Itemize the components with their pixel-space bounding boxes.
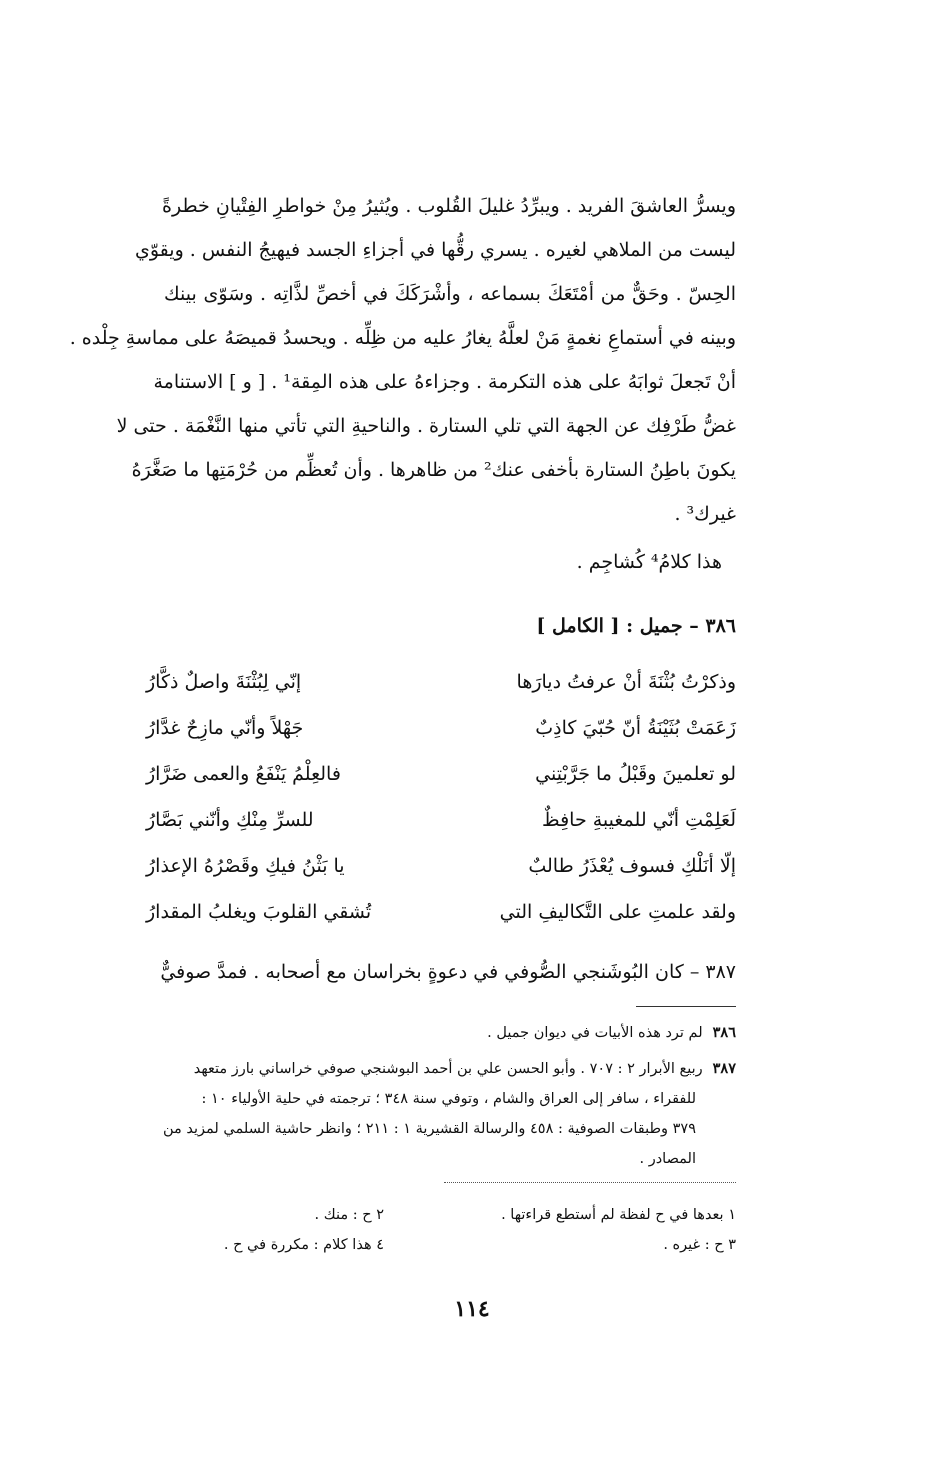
verse-hemistich-second: إنّي لِبُثْنَةَ واصلٌ ذكَّارُ	[146, 671, 302, 693]
verse-hemistich-second: للسرِّ مِنْكِ وأنّني بَصَّارُ	[146, 809, 314, 831]
prose-line: ويسرُّ العاشقَ الفريد . ويبرِّدُ غليلَ القُلوب . ويُثيرُ مِنْ خواطرِ الفِتْيانِ خطرةً	[162, 195, 736, 217]
verse-hemistich-first: وذكرْتُ بُثْنَةَ أنْ عرفتُ ديارَها	[516, 671, 736, 693]
apparatus-note: ٤ هذا كلام : مكررة في ح .	[223, 1237, 384, 1253]
verse-hemistich-second: يا بَثْنُ فيكِ وقَصْرُهُ الإعذارُ	[146, 855, 345, 877]
prose-line: غضُّ طَرْفِك عن الجهة التي تلي الستارة . والناحيةِ التي تأتي منها النَّغْمَة . حتى لا	[116, 415, 736, 437]
apparatus-separator	[444, 1182, 736, 1183]
prose-line: وبينه في أستماعِ نغمةٍ مَنْ لعلَّهُ يغارُ عليه من ظِلِّه . ويحسدُ قميصَهُ على مماسةِ جِلْده .	[69, 327, 736, 349]
verse-hemistich-second: فالعِلْمُ يَنْفَعُ والعمى ضَرَّارُ	[146, 763, 341, 785]
verse-row	[146, 806, 736, 846]
footnote-separator	[636, 1006, 736, 1007]
note-387-continued: المصادر .	[639, 1151, 696, 1167]
prose-line: الحِسّ . وحَقٌّ من أمْتَعَكَ بسماعه ، وأشْرَكَكَ في أخصِّ لذَّاتِه . وسَوّى بينك	[164, 283, 736, 305]
prose-line: أنْ تَجعلَ ثوابَهُ على هذه التكرمة . وجزاءهُ على هذه المِقة¹ . [ و ] الاستنامة	[153, 371, 736, 393]
verse-row	[146, 714, 736, 754]
note-text: لم ترد هذه الأبيات في ديوان جميل .	[487, 1025, 703, 1041]
note-387	[194, 1058, 736, 1080]
verse-hemistich-first: لَعَلِمْتِ أنّي للمغيبةِ حافِظٌ	[542, 809, 736, 831]
note-number: ٣٨٧	[712, 1060, 736, 1077]
verse-hemistich-second: تُشقي القلوبَ ويغلبُ المقدارُ	[146, 901, 372, 923]
attribution: هذا كلامُ⁴ كُشاجِم .	[576, 551, 722, 573]
verse-row	[146, 852, 736, 892]
apparatus-note: ٢ ح : منك .	[314, 1207, 384, 1223]
section-heading-386: ٣٨٦ – جميل : [ الكامل ]	[536, 615, 736, 637]
section-387-text: ٣٨٧ – كان البُوشَنجي الصُّوفي في دعوةٍ بخراسان مع أصحابه . فمدَّ صوفيٌّ	[160, 961, 736, 983]
note-number: ٣٨٦	[712, 1024, 736, 1041]
page-number: ١١٤	[454, 1296, 490, 1322]
verse-hemistich-first: ولقد علمتِ على التَّكاليفِ التي	[499, 901, 736, 923]
note-387-continued: ٣٧٩ وطبقات الصوفية : ٤٥٨ والرسالة القشيرية ١ : ٢١١ ؛ وانظر حاشية السلمي لمزيد من	[162, 1121, 696, 1137]
prose-line: غيرك³ .	[674, 503, 736, 525]
prose-line: يكونَ باطِنُ الستارة بأخفى عنك² من ظاهرها . وأن تُعظِّم من حُرْمَتِها ما صَغَّرَهُ	[131, 459, 736, 481]
apparatus-note: ١ بعدها في ح لفظة لم أستطع قراءتها .	[501, 1207, 736, 1223]
prose-line: ليست من الملاهي لغيره . يسري رقُّها في أجزاءِ الجسد فيهيجُ النفس . ويقوّي	[135, 239, 736, 261]
verse-hemistich-first: إلّا أنَلْكِ فسوف يُعْذَرُ طالبٌ	[528, 855, 736, 877]
verse-hemistich-first: لو تعلمينَ وقَبْلُ ما جَرَّبْتِني	[535, 763, 736, 785]
note-text: ربيع الأبرار ٢ : ٧٠٧ . وأبو الحسن علي بن أحمد البوشنجي صوفي خراساني بارز متعهد	[193, 1061, 703, 1077]
verse-hemistich-second: جَهْلاً وأنّي مازِحٌ غدَّارُ	[146, 717, 304, 739]
verse-hemistich-first: زَعَمَتْ بُثَيْنَةُ أنّ حُبّيَ كاذِبٌ	[535, 717, 736, 739]
verse-row	[146, 898, 736, 938]
note-387-continued: للفقراء ، سافر إلى العراق والشام ، وتوفي سنة ٣٤٨ ؛ ترجمته في حلية الأولياء ١٠ :	[201, 1091, 696, 1107]
verse-row	[146, 668, 736, 708]
apparatus-note: ٣ ح : غيره .	[663, 1237, 736, 1253]
note-386	[487, 1022, 736, 1044]
verse-row	[146, 760, 736, 800]
